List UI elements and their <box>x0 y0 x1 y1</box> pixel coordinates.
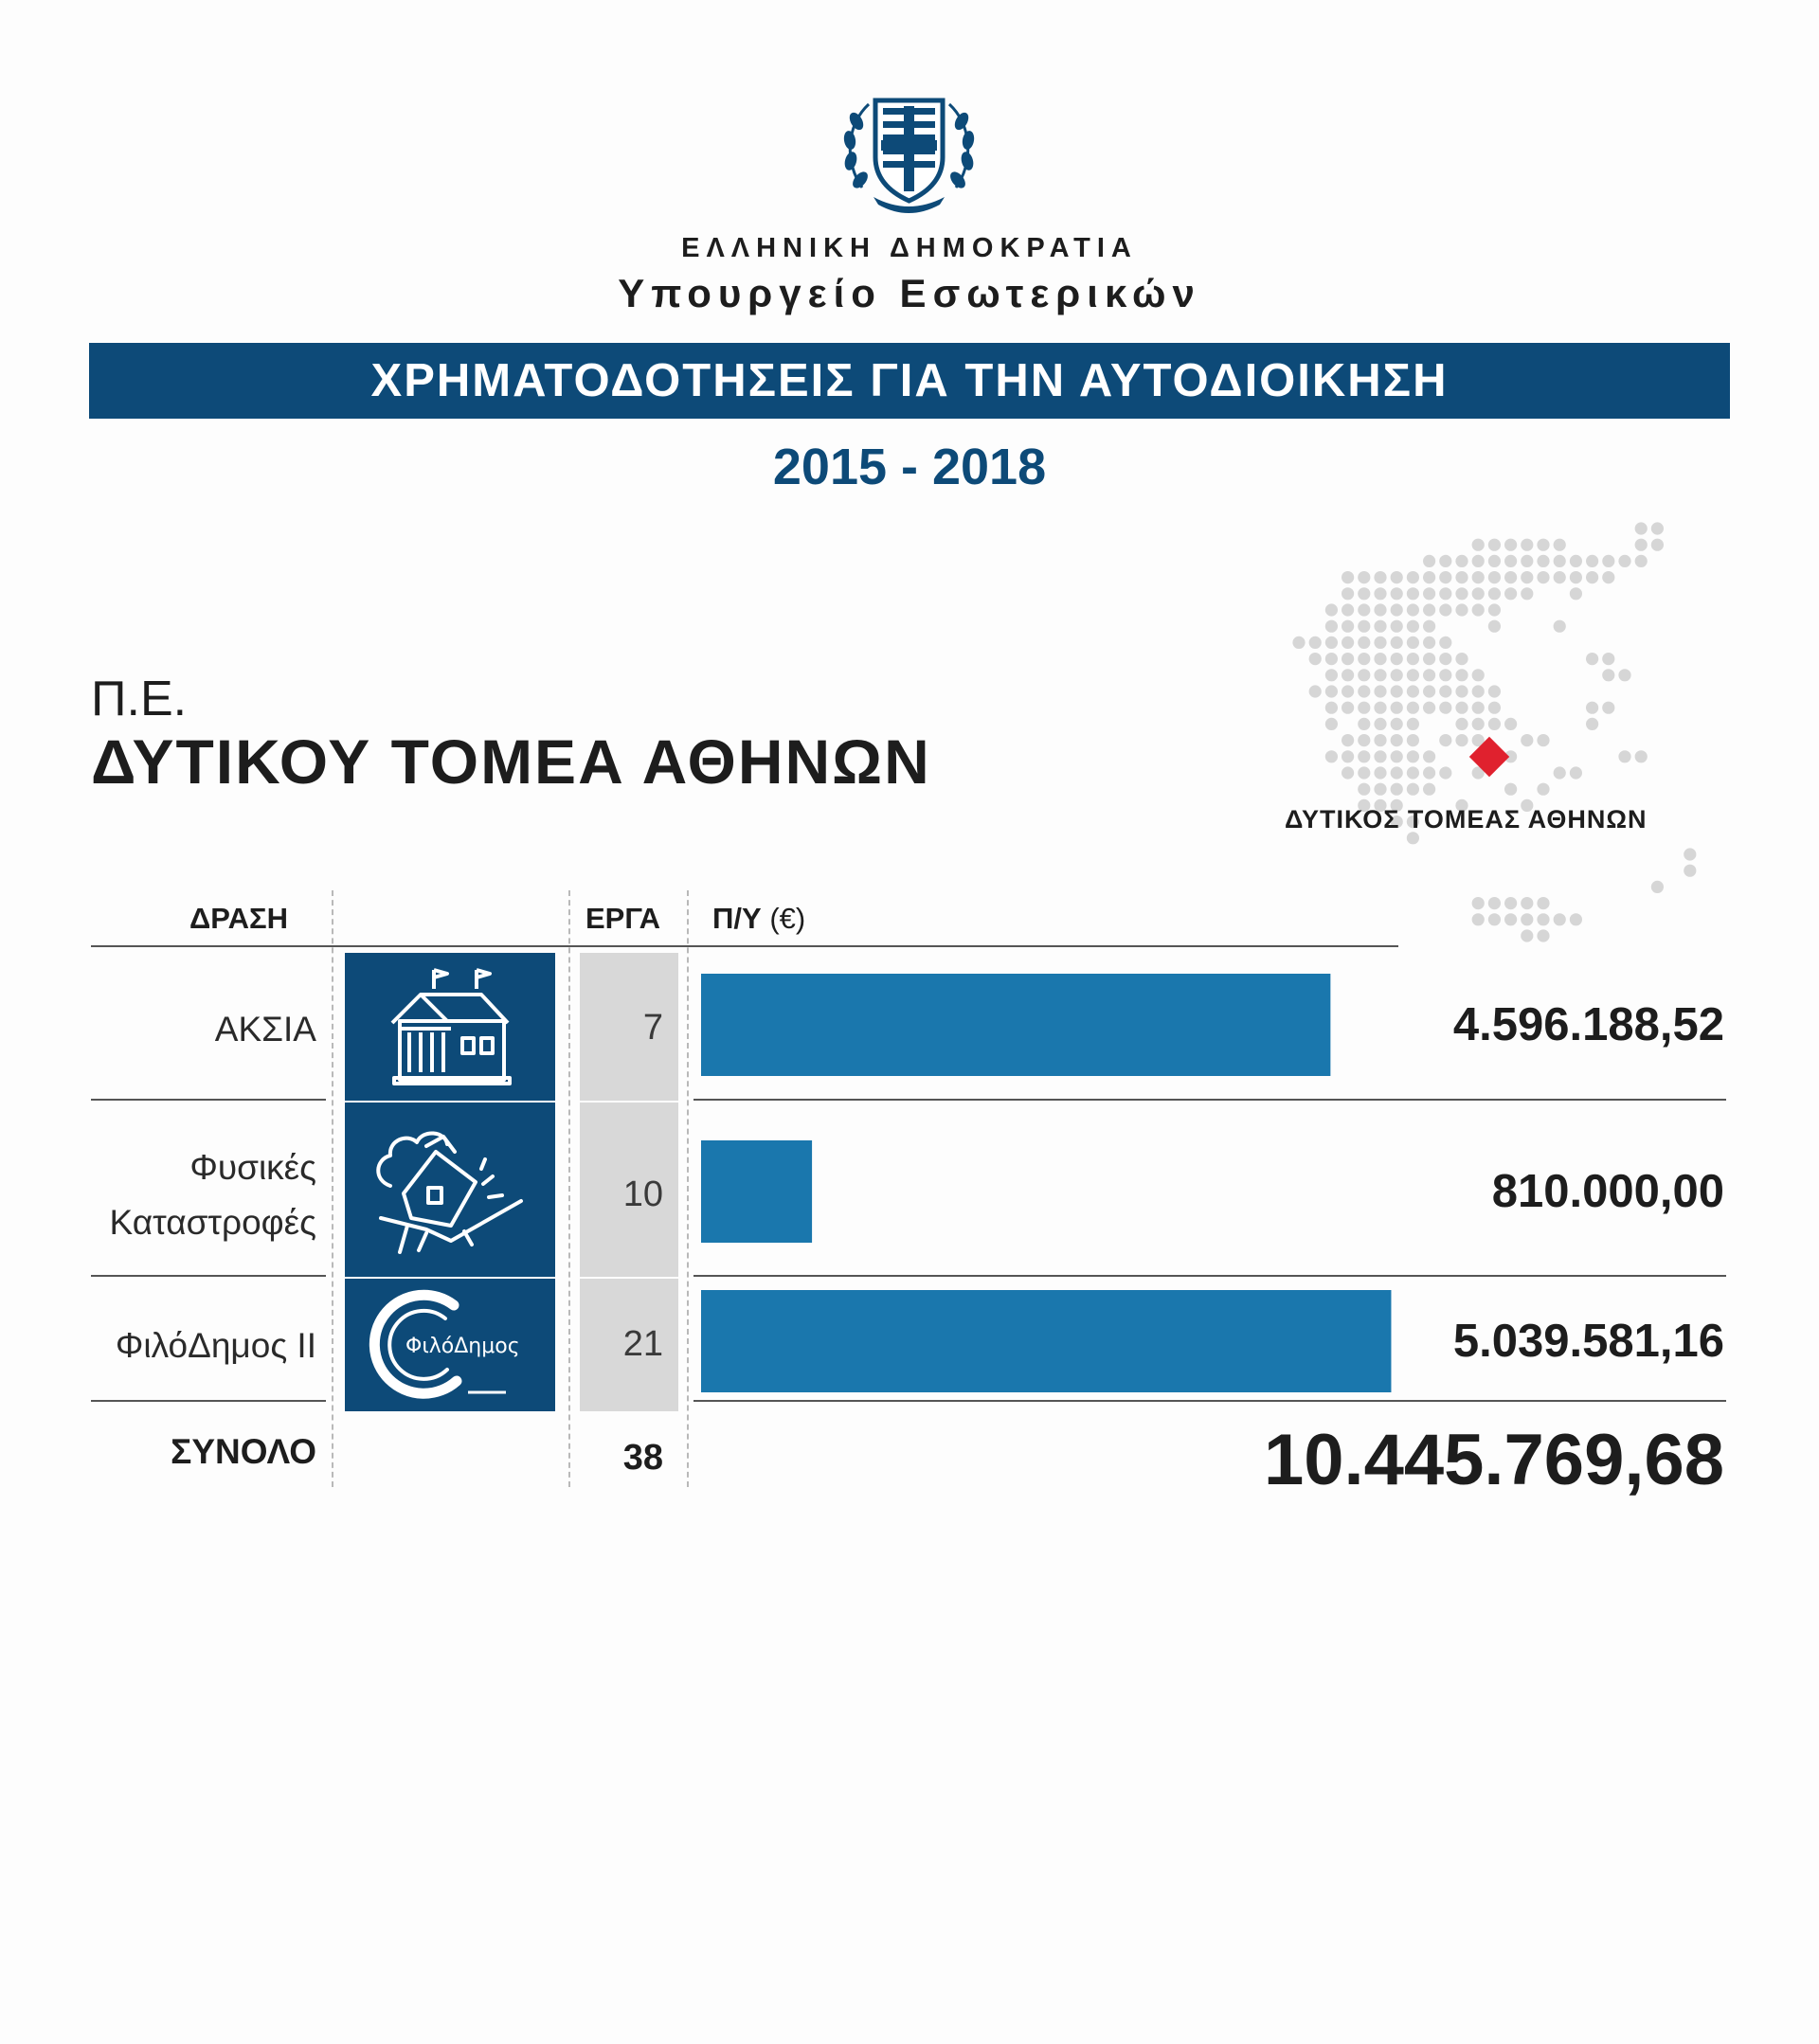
map-dot <box>1439 653 1451 665</box>
map-dot <box>1472 539 1485 551</box>
map-dot <box>1407 587 1419 600</box>
map-dot <box>1407 637 1419 649</box>
map-dot <box>1504 783 1517 796</box>
map-dot <box>1554 620 1566 633</box>
map-dot <box>1342 587 1354 600</box>
bar-2 <box>701 1140 812 1243</box>
map-dot <box>1439 766 1451 779</box>
map-dot <box>1455 587 1468 600</box>
map-dot <box>1521 571 1533 583</box>
map-dot <box>1488 718 1501 730</box>
map-dot <box>1439 555 1451 567</box>
map-dot <box>1423 669 1435 681</box>
map-dot <box>1423 783 1435 796</box>
map-dot <box>1358 783 1370 796</box>
map-dot <box>1537 734 1549 746</box>
unit-prefix: Π.Ε. <box>91 672 188 726</box>
map-dot <box>1472 555 1485 567</box>
map-dot <box>1358 603 1370 616</box>
map-dot <box>1292 637 1305 649</box>
map-dot <box>1602 653 1614 665</box>
map-dot <box>1586 571 1598 583</box>
map-dot <box>1325 653 1338 665</box>
action-label: Φυσικές Καταστροφές <box>109 1148 316 1242</box>
map-dot <box>1537 929 1549 941</box>
map-dot <box>1635 555 1648 567</box>
unit-name: ΔΥΤΙΚΟΥ ΤΟΜΕΑ ΑΘΗΝΩΝ <box>91 726 931 797</box>
map-dot <box>1342 685 1354 697</box>
map-dot <box>1391 571 1403 583</box>
map-dot <box>1342 734 1354 746</box>
map-dot <box>1554 539 1566 551</box>
map-dot <box>1407 734 1419 746</box>
town-hall-icon <box>387 966 513 1087</box>
map-dot <box>1342 669 1354 681</box>
map-dot <box>1504 913 1517 925</box>
bar-3 <box>701 1290 1391 1392</box>
filodimos-logo-icon <box>364 1288 544 1402</box>
map-dot <box>1358 637 1370 649</box>
map-dot <box>1684 848 1696 860</box>
map-dot <box>1570 555 1582 567</box>
map-dot <box>1358 685 1370 697</box>
map-dot <box>1423 555 1435 567</box>
map-dot <box>1651 522 1664 534</box>
bar-1 <box>701 974 1330 1076</box>
greece-dot-map <box>1288 519 1705 983</box>
map-dot <box>1325 620 1338 633</box>
map-dot <box>1325 750 1338 762</box>
map-dot <box>1488 913 1501 925</box>
header-budget-label: Π/Υ <box>712 902 762 935</box>
header-rule <box>91 945 1398 947</box>
map-dot <box>1472 702 1485 714</box>
map-dot <box>1635 539 1648 551</box>
map-dot <box>1488 603 1501 616</box>
map-dot <box>1635 522 1648 534</box>
map-dot <box>1407 653 1419 665</box>
map-dot <box>1554 571 1566 583</box>
map-dot <box>1358 734 1370 746</box>
map-dot <box>1488 702 1501 714</box>
map-dot <box>1618 669 1630 681</box>
map-dot <box>1586 555 1598 567</box>
map-dot <box>1374 685 1386 697</box>
map-dot <box>1455 734 1468 746</box>
map-dot <box>1602 669 1614 681</box>
map-dot <box>1439 685 1451 697</box>
map-dot <box>1423 766 1435 779</box>
map-dot <box>1374 783 1386 796</box>
map-dot <box>1439 587 1451 600</box>
header-budget-unit: (€) <box>769 902 806 935</box>
map-dot <box>1504 718 1517 730</box>
map-dot <box>1521 555 1533 567</box>
map-dot <box>1472 603 1485 616</box>
map-dot <box>1504 571 1517 583</box>
header-action: ΔΡΑΣΗ <box>189 902 289 935</box>
header-budget <box>712 902 805 936</box>
map-dot <box>1325 702 1338 714</box>
map-dot <box>1342 637 1354 649</box>
map-dot <box>1423 571 1435 583</box>
map-dot <box>1570 587 1582 600</box>
map-dot <box>1472 718 1485 730</box>
map-dot <box>1554 913 1566 925</box>
map-dot <box>1472 685 1485 697</box>
map-dot <box>1423 653 1435 665</box>
ministry-name: Υπουργείο Εσωτερικών <box>618 271 1201 315</box>
map-dot <box>1374 571 1386 583</box>
map-dot <box>1407 702 1419 714</box>
map-dot <box>1602 702 1614 714</box>
projects-value: 10 <box>622 1174 663 1214</box>
map-dot <box>1342 766 1354 779</box>
map-dot <box>1602 571 1614 583</box>
map-dot <box>1342 620 1354 633</box>
map-dot <box>1586 702 1598 714</box>
map-dot <box>1488 539 1501 551</box>
map-dot <box>1391 685 1403 697</box>
map-dot <box>1554 766 1566 779</box>
map-dot <box>1586 653 1598 665</box>
map-dot <box>1537 539 1549 551</box>
map-dot <box>1537 897 1549 909</box>
map-dot <box>1374 750 1386 762</box>
map-dot <box>1439 702 1451 714</box>
map-dot <box>1309 685 1322 697</box>
map-dot <box>1455 669 1468 681</box>
map-dot <box>1309 653 1322 665</box>
map-dot <box>1374 637 1386 649</box>
map-dot <box>1407 571 1419 583</box>
map-dot <box>1407 766 1419 779</box>
map-dot <box>1407 620 1419 633</box>
row-divider <box>693 1099 1726 1101</box>
map-dot <box>1374 603 1386 616</box>
map-dot <box>1455 653 1468 665</box>
filodimos-logo-text: ΦιλόΔημος <box>405 1335 520 1358</box>
map-dot <box>1455 685 1468 697</box>
map-dot <box>1439 637 1451 649</box>
map-dot <box>1651 539 1664 551</box>
map-dot <box>1342 653 1354 665</box>
map-dot <box>1407 685 1419 697</box>
map-dot <box>1504 539 1517 551</box>
projects-value: 21 <box>622 1324 663 1364</box>
map-dot <box>1423 702 1435 714</box>
map-dot <box>1537 555 1549 567</box>
map-dot <box>1374 653 1386 665</box>
map-dot <box>1439 603 1451 616</box>
column-separator <box>568 890 570 1487</box>
map-dot <box>1391 637 1403 649</box>
row-divider <box>693 1400 1726 1402</box>
map-dot <box>1504 897 1517 909</box>
map-dot <box>1537 783 1549 796</box>
map-dot <box>1358 669 1370 681</box>
action-label: ΦιλόΔημος ΙΙ <box>115 1326 316 1365</box>
map-dot <box>1521 587 1533 600</box>
map-dot <box>1570 571 1582 583</box>
map-dot <box>1554 555 1566 567</box>
header-projects: ΕΡΓΑ <box>585 902 660 935</box>
map-dot <box>1391 702 1403 714</box>
map-dot <box>1391 766 1403 779</box>
map-dot <box>1504 587 1517 600</box>
map-dot <box>1407 750 1419 762</box>
map-dot <box>1602 555 1614 567</box>
total-projects: 38 <box>622 1438 663 1478</box>
map-dot <box>1472 571 1485 583</box>
row-divider <box>693 1275 1726 1277</box>
map-dot <box>1455 571 1468 583</box>
amount-value: 5.039.581,16 <box>1452 1316 1724 1367</box>
map-dot <box>1358 718 1370 730</box>
map-dot <box>1586 718 1598 730</box>
map-dot <box>1374 702 1386 714</box>
map-dot <box>1391 718 1403 730</box>
map-dot <box>1391 750 1403 762</box>
map-dot <box>1325 603 1338 616</box>
map-dot <box>1358 766 1370 779</box>
map-dot <box>1342 750 1354 762</box>
map-region-label: ΔΥΤΙΚΟΣ ΤΟΜΕΑΣ ΑΘΗΝΩΝ <box>1285 805 1648 834</box>
map-dot <box>1488 897 1501 909</box>
map-dot <box>1358 653 1370 665</box>
row-divider <box>91 1275 326 1277</box>
map-dot <box>1423 637 1435 649</box>
map-dot <box>1407 669 1419 681</box>
map-dot <box>1455 702 1468 714</box>
map-dot <box>1374 669 1386 681</box>
map-dot <box>1455 718 1468 730</box>
map-dot <box>1635 750 1648 762</box>
map-dot <box>1570 913 1582 925</box>
map-dot <box>1455 555 1468 567</box>
map-dot <box>1439 571 1451 583</box>
column-separator <box>687 890 689 1487</box>
map-dot <box>1325 685 1338 697</box>
map-dot <box>1358 620 1370 633</box>
country-name: ΕΛΛΗΝΙΚΗ ΔΗΜΟΚΡΑΤΙΑ <box>681 233 1138 263</box>
total-label: ΣΥΝΟΛΟ <box>171 1432 316 1471</box>
map-dot <box>1537 913 1549 925</box>
greek-coat-of-arms-icon <box>836 83 982 221</box>
map-dot <box>1439 734 1451 746</box>
map-dot <box>1472 587 1485 600</box>
action-label: ΑΚΣΙΑ <box>214 1010 316 1049</box>
map-dot <box>1342 571 1354 583</box>
natural-disaster-icon <box>369 1127 531 1254</box>
amount-value: 810.000,00 <box>1491 1166 1724 1217</box>
map-dot <box>1374 766 1386 779</box>
map-dot <box>1455 603 1468 616</box>
map-dot <box>1374 620 1386 633</box>
map-dot <box>1472 913 1485 925</box>
map-dot <box>1570 766 1582 779</box>
map-dot <box>1374 718 1386 730</box>
projects-value: 7 <box>642 1008 663 1048</box>
period-label: 2015 - 2018 <box>772 439 1047 495</box>
map-dot <box>1488 685 1501 697</box>
map-dot <box>1391 783 1403 796</box>
map-dot <box>1472 669 1485 681</box>
row-divider <box>91 1400 326 1402</box>
map-dot <box>1374 734 1386 746</box>
map-dot <box>1423 620 1435 633</box>
map-dot <box>1374 587 1386 600</box>
map-dot <box>1521 897 1533 909</box>
map-dot <box>1488 571 1501 583</box>
map-dot <box>1407 603 1419 616</box>
map-dot <box>1391 734 1403 746</box>
map-dot <box>1504 555 1517 567</box>
map-dot <box>1423 685 1435 697</box>
map-dot <box>1358 571 1370 583</box>
map-dot <box>1358 750 1370 762</box>
map-dot <box>1391 603 1403 616</box>
icon-cell <box>345 953 555 1101</box>
map-dot <box>1651 881 1664 893</box>
icon-cell <box>345 1279 555 1411</box>
map-dot <box>1521 913 1533 925</box>
map-dot <box>1488 587 1501 600</box>
map-dot <box>1358 702 1370 714</box>
map-dot <box>1618 750 1630 762</box>
map-dot <box>1488 620 1501 633</box>
map-dot <box>1325 637 1338 649</box>
map-dot <box>1684 865 1696 877</box>
map-dot <box>1325 669 1338 681</box>
map-dot <box>1358 587 1370 600</box>
map-dot <box>1423 750 1435 762</box>
map-dot <box>1391 653 1403 665</box>
map-dot <box>1488 555 1501 567</box>
map-dot <box>1521 734 1533 746</box>
map-dot <box>1391 620 1403 633</box>
map-dot <box>1309 637 1322 649</box>
map-dot <box>1407 783 1419 796</box>
map-dot <box>1391 587 1403 600</box>
total-amount: 10.445.769,68 <box>1263 1420 1724 1500</box>
map-dot <box>1342 603 1354 616</box>
map-dot <box>1472 897 1485 909</box>
map-dot <box>1423 603 1435 616</box>
map-dot <box>1521 539 1533 551</box>
map-dot <box>1407 718 1419 730</box>
map-dot <box>1391 669 1403 681</box>
map-dot <box>1618 555 1630 567</box>
row-divider <box>91 1099 326 1101</box>
map-dot <box>1521 929 1533 941</box>
map-dot <box>1439 669 1451 681</box>
map-dot <box>1423 587 1435 600</box>
map-dot <box>1325 718 1338 730</box>
map-dot <box>1537 571 1549 583</box>
amount-value: 4.596.188,52 <box>1452 999 1724 1050</box>
map-dot <box>1342 702 1354 714</box>
icon-cell <box>345 1103 555 1277</box>
title-banner: ΧΡΗΜΑΤΟΔΟΤΗΣΕΙΣ ΓΙΑ ΤΗΝ ΑΥΤΟΔΙΟΙΚΗΣΗ <box>89 343 1730 419</box>
column-separator <box>332 890 333 1487</box>
